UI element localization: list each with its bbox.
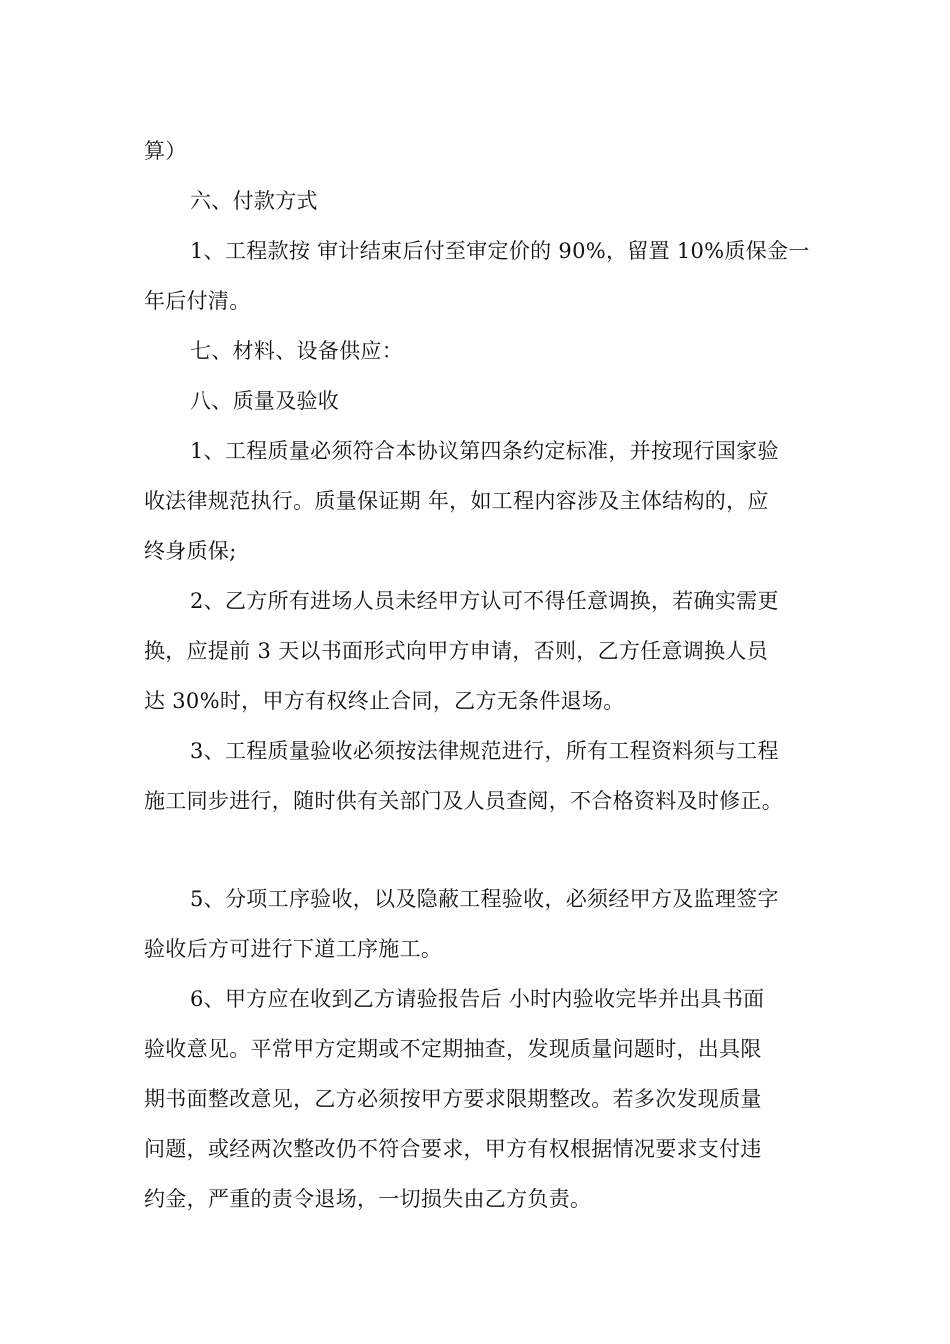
section-heading-quality: 八、质量及验收 xyxy=(190,389,340,413)
paragraph-line: 验收意见。平常甲方定期或不定期抽查，发现质量问题时，出具限 xyxy=(144,1037,762,1061)
paragraph-line: 2、乙方所有进场人员未经甲方认可不得任意调换，若确实需更 xyxy=(190,589,779,613)
paragraph-line: 年后付清。 xyxy=(144,289,251,313)
paragraph-line: 1、工程质量必须符合本协议第四条约定标准，并按现行国家验 xyxy=(190,439,779,463)
paragraph-line: 施工同步进行，随时供有关部门及人员查阅，不合格资料及时修正。 xyxy=(144,789,783,813)
paragraph-line: 约金，严重的责令退场，一切损失由乙方负责。 xyxy=(144,1187,592,1211)
paragraph-line: 1、工程款按 审计结束后付至审定价的 90%，留置 10%质保金一 xyxy=(190,239,810,263)
paragraph-line: 收法律规范执行。质量保证期 年，如工程内容涉及主体结构的，应 xyxy=(144,489,769,513)
paragraph-line: 终身质保; xyxy=(144,539,237,563)
section-heading-materials: 七、材料、设备供应： xyxy=(190,339,403,363)
paragraph-line: 问题，或经两次整改仍不符合要求，甲方有权根据情况要求支付违 xyxy=(144,1137,762,1161)
section-heading-payment: 六、付款方式 xyxy=(190,189,318,213)
paragraph-line: 5、分项工序验收，以及隐蔽工程验收，必须经甲方及监理签字 xyxy=(190,887,779,911)
text-line-continuation: 算） xyxy=(144,139,187,163)
paragraph-line: 3、工程质量验收必须按法律规范进行，所有工程资料须与工程 xyxy=(190,739,779,763)
paragraph-line: 验收后方可进行下道工序施工。 xyxy=(144,937,443,961)
paragraph-line: 达 30%时，甲方有权终止合同，乙方无条件退场。 xyxy=(144,689,625,713)
paragraph-line: 6、甲方应在收到乙方请验报告后 小时内验收完毕并出具书面 xyxy=(190,987,765,1011)
paragraph-line: 换，应提前 3 天以书面形式向甲方申请，否则，乙方任意调换人员 xyxy=(144,639,769,663)
paragraph-line: 期书面整改意见，乙方必须按甲方要求限期整改。若多次发现质量 xyxy=(144,1087,762,1111)
